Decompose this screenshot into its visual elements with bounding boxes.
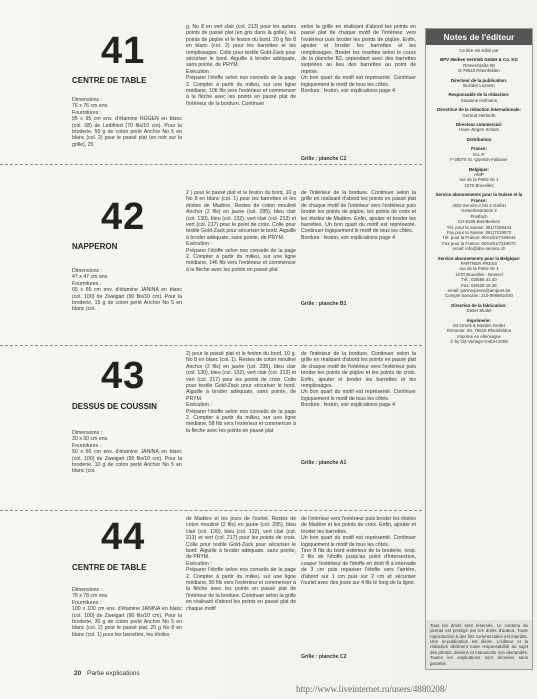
pattern-col-3: de l'intérieur de la bordure. Continuer selon la grille en réalisant d'abord les points en passé plat de chaque motif de l'intérieur vers l'extérieur puis broder les points de piqûre et les points de croix. Enfin, ajouter et broder les barrettes et les remplissages. Un bon quart du motif est représenté. Continuer logiquement le motif de tous les côtés. Bordure : feston, voir explications page 4 bbox=[301, 351, 416, 409]
pattern-col-2: 2) pour le passé plat et le feston du bord, 10 g. No 8 en blanc (col. 1). Restes de coton mouliné Anchor (2 fils) en jaune (col. 295), bleu clair (col. 130), bleu (col. 132), vert clair (col. 213) et vert (col. 217) pour les points de croix. Colle pour textile Gold-Zack pour sécuriser le bord. Aiguille à broder adéquate, sans pointe, de PRYM. Exécution : Préparer l'étoffe selon nos conseils de la page 2. Compter à partir du milieu, sur une ligne médiane, 58 fils vers l'extérieur et commencer à la flèche avec les points en passé plat bbox=[186, 351, 296, 434]
publisher-notes-line: Tél. pour la France: 0041/61/7269444 bbox=[442, 235, 516, 241]
pattern-number: 42 bbox=[101, 196, 146, 238]
publisher-notes-line: Directeur commercial: bbox=[455, 122, 503, 128]
pattern-col-3: de l'intérieur vers l'extérieur puis broder les étoiles de Madère et les points de croix. Enfin, ajouter et broder les barrettes. Un bon quart du motif est représenté. Continuer logiquement le motif de tous les côtés. Tirer 8 fils du bord extérieur de la broderie, resp. 2 fils de l'étoffe jusqu'au point d'intersection, couper l'extérieur de l'étoffe en droit fil à intervalle de 3 cm puis repasser l'étoffe vers l'arrière, d'abord sur 1 cm puis sur 2 cm et sécuriser l'ourlet avec des jours sur 4 fils le long de la ligne. bbox=[301, 516, 417, 587]
page-footer bbox=[74, 670, 140, 677]
publisher-notes-line: PARTNER PRESS bbox=[460, 261, 498, 266]
pattern-col-2: g. No 8 en vert clair (col. 213) pour les autres points de passé plat (en gris dans la grille), les points de piqûre et le feston du bord. 20 g No 8 en blanc (col. 2) pour les barrettes et les remplissages. Colle pour textile Gold-Zack pour sécuriser le bord. Aiguille à broder adéquate, sans pointe, de PRYM. Exécution : Préparer l'étoffe selon nos conseils de la page 2. Compter à partir du milieu, sur une ligne médiane, 106 fils vers l'extérieur et commencer à la flèche avec les points en passé plat de l'intérieur de la bordure. Continuer bbox=[186, 24, 296, 107]
publisher-notes-line: rue de la Petite Ile 1 bbox=[459, 266, 499, 272]
pattern-col-2: 2 ) pour le passé plat et le feston du bord, 10 g No 8 en blanc (col. 1) pour les barrettes et les étoiles de Madère. Restes de coton mouliné Anchor (2 fils) en jaune (col. 295), bleu clair (col. 130), bleu (col. 132), vert clair (col. 213) et vert (col. 217) pour le point de croix. Colle pour textile Gold-Zack pour sécuriser le bord. Aiguille à broder adéquate, sans pointe, de PRYM. Exécution : Préparer l'étoffe selon nos conseils de la page 2. Compter à partir du milieu, sur une ligne médiane, 146 fils vers l'extérieur et commencer à la flèche avec les points en passé plat bbox=[186, 190, 296, 273]
publisher-notes-line: F-38070 St.-Quentin-Fallavier bbox=[450, 157, 508, 163]
publisher-notes-line: Direction de la fabrication: bbox=[451, 302, 507, 308]
pattern-number: 41 bbox=[101, 30, 146, 72]
publisher-notes-line: ABO-Service A bis Z GmbH bbox=[452, 202, 506, 208]
publisher-notes-line: Service abonnements pour la Belgique: bbox=[437, 255, 521, 261]
publisher-notes-line: AMP bbox=[474, 171, 484, 177]
publisher-notes-line: 1070 Bruxelles - Brussel bbox=[455, 271, 503, 277]
publisher-notes-line: Belgique: bbox=[468, 166, 489, 172]
publisher-notes-line: Fax: 02/525.18.35 bbox=[461, 282, 497, 288]
section-name: Partie explications bbox=[87, 670, 140, 677]
publisher-notes-line: Compte bancaire: 210-0969810/30 bbox=[445, 293, 513, 299]
publisher-notes-line: CH-6105 Biel-Benken bbox=[457, 219, 501, 225]
publisher-notes-line: Hans-Jürgen Schatz bbox=[459, 127, 499, 133]
publisher-notes-line: Tél.: 02/556.41.40 bbox=[461, 277, 497, 283]
pattern-col-1: Dimensions : 47 x 47 cm env. Fournitures : 65 x 65 cm env. d'étamine JANINA en blanc (col. 100) de Zweigart (90 fils/10 cm). Pour la broderie, 15 g de coton perlé Anchor No 5 en blanc (col. bbox=[72, 268, 182, 313]
publisher-notes-line: Responsable de la rédaction: bbox=[448, 92, 510, 98]
pattern-grille: Grille : planche A1 bbox=[301, 460, 347, 466]
publisher-notes-line: D-79618 Rheinfelden bbox=[458, 68, 500, 74]
pattern-title: CENTRE DE TABLE bbox=[72, 563, 147, 572]
publisher-notes-line: M.L.P. bbox=[472, 151, 486, 157]
pattern-grille: Grille : planche C2 bbox=[301, 654, 347, 660]
publisher-notes-line: © by OZ-Verlags-GmbH 2008 bbox=[450, 339, 508, 345]
section-divider bbox=[0, 164, 422, 165]
pattern-grille: Grille : planche C2 bbox=[301, 156, 347, 162]
pattern-col-1: Dimensions : 78 x 78 cm env. Fournitures : 100 x 100 cm env. d'étamine JANINA en blanc (col. 100) de Zweigart (90 fils/10 cm). Pour la broderie, 30 g de coton perlé Anchor No 5 en blanc (col. 2) pour le passé plat, 20 g No 8 en blanc (col. 1) pour les barrettes, les étoiles bbox=[72, 587, 182, 638]
pattern-grille: Grille : planche B1 bbox=[301, 301, 347, 307]
publisher-notes-line: Directrice de la rédaction internationale: bbox=[437, 107, 521, 113]
pattern-number: 43 bbox=[101, 355, 146, 397]
publisher-notes-line: Imprimé en Allemagne bbox=[457, 333, 501, 339]
publisher-notes-line: Gewerbestrasse 2 bbox=[461, 208, 497, 214]
publisher-notes-line: Imprimerie: bbox=[467, 317, 491, 323]
publisher-notes-title: Notes de l'éditeur bbox=[426, 29, 532, 45]
publisher-notes-line: Distribution bbox=[466, 136, 492, 142]
publisher-notes-line: rue de la Petite Ile 1 bbox=[459, 177, 499, 183]
publisher-notes-line: Postfach bbox=[470, 213, 488, 219]
pattern-title: NAPPERON bbox=[72, 242, 118, 251]
pattern-col-3: selon la grille en réalisant d'abord les points en passé plat de chaque motif de l'intérieur vers l'extérieur puis broder les points de piqûre. Enfin, ajouter et broder les barrettes et les remplissages. Broder les rosettes selon le cours de la planche B2, cependant avec des barrettes surjetées au lieu des barrettes au point de reprise. Un bon quart du motif est représenté. Continuer logiquement le motif de tous les côtés. Bordure : feston, voir explications page 4 bbox=[301, 24, 416, 95]
publisher-notes-box bbox=[425, 28, 533, 670]
publisher-notes-line: Service abonnements pour la Suisse et la France: bbox=[435, 192, 523, 203]
publisher-notes-body bbox=[426, 45, 532, 348]
publisher-notes-line: Fax pour la Suisse: 061/7219072 bbox=[446, 229, 512, 235]
publisher-notes-line: Susanne Hofmann bbox=[460, 97, 498, 103]
section-divider bbox=[0, 510, 422, 511]
publisher-notes-line: France: bbox=[471, 146, 487, 152]
section-divider bbox=[0, 345, 422, 346]
pattern-title: CENTRE DE TABLE bbox=[72, 76, 147, 85]
publisher-notes-line: 1070 Bruxelles bbox=[464, 182, 494, 188]
publisher-notes-line: OZ-Druck & Medien GmbH bbox=[452, 323, 506, 329]
publisher-notes-line: Gertrud Herberth bbox=[462, 112, 496, 118]
publisher-notes-line: Fax pour la France: 0041/61/7219072 bbox=[442, 240, 516, 246]
publisher-notes-line: BPV Medien Vertrieb GmbH & Co. KG bbox=[440, 57, 518, 63]
publisher-notes-line: Bozidar Luzanin bbox=[463, 83, 495, 89]
publisher-notes-line: Tél. pour la Suisse: 061/7269444 bbox=[446, 224, 512, 230]
pattern-col-1: Dimensions : 76 x 76 cm env. Fournitures : 95 x 95 cm env. d'étamine RÜGEN en blanc (col. 08) de Leibfried (70 fils/10 cm). Pour la broderie, 50 g de coton perlé Anchor No 5 en blanc (col. 2) pour le passé plat (en noir sur la grille), 25 bbox=[72, 97, 182, 148]
pattern-title: DESSUS DE COUSSIN bbox=[72, 402, 157, 411]
publisher-notes-line: Ce titre est édité par bbox=[459, 48, 499, 53]
publisher-notes-line: Dieter Model bbox=[466, 308, 492, 314]
publisher-notes-line: email: partnerpress@ampnet.be bbox=[447, 288, 511, 294]
publisher-notes-line: email: info@abo-service.ch bbox=[452, 246, 506, 252]
publisher-notes-line: Römerstr. 90, 79618 Rheinfelden bbox=[446, 328, 512, 334]
watermark-url: http://www.liveinternet.ru/users/4880208/ bbox=[296, 684, 447, 694]
pattern-number: 44 bbox=[101, 516, 146, 558]
page-number: 20 bbox=[74, 670, 82, 677]
pattern-col-3: de l'intérieur de la bordure. Continuer selon la grille en réalisant d'abord les points en passé plat de chaque motif de l'intérieur vers l'extérieur puis broder les points de piqûre, les points de croix et les étoiles de Madère. Enfin, ajouter et broder les barrettes. Un bon quart du motif est représenté. Continuer logiquement le motif de tous les côtés. Bordure : feston, voir explications page 4 bbox=[301, 190, 416, 241]
publisher-notes-line: Römerstraße 90 bbox=[463, 62, 495, 68]
copyright-notice: Tous les droits sont réservés. Le contenu du journal est protégé par les droits d'auteur. Toute reproduction à des fins commerciales est interdite. Une re-publication est illicite. L'éditeur et la rédaction déclinent toute responsabilité au sujet des photos, dessins et manuscrits non demandés. Toutes les explications sont données sans garantie. bbox=[426, 620, 532, 669]
pattern-col-1: Dimensions : 30 x 30 cm env. Fournitures : 50 x 50 cm env. d'étamine JANINA en blanc (col. 100) de Zweigart (90 fils/10 cm). Pour la broderie, 10 g de coton perlé Anchor No 5 en blanc (col. bbox=[72, 430, 182, 475]
pattern-col-2: de Madère et les jours de l'ourlet. Restes de coton mouliné (2 fils) en jaune (col. 295), bleu clair (col. 130), bleu (col. 132), vert clair (col. 213) et vert (col. 217) pour les points de croix. Colle pour textile Gold-Zack pour sécuriser le bord. Aiguille à broder adéquate, sans pointe, de PRYM. Exécution : Préparer l'étoffe selon nos conseils de la page 2. Compter à partir du milieu, sur une ligne médiane, 90 fils vers l'extérieur et commencer à la flèche avec les points en passé plat de l'intérieur de la bordure. Continuer selon la grille en réalisant d'abord les points en passé plat de chaque motif bbox=[186, 516, 296, 612]
publisher-notes-line: Directeur de la publication: bbox=[450, 77, 508, 83]
